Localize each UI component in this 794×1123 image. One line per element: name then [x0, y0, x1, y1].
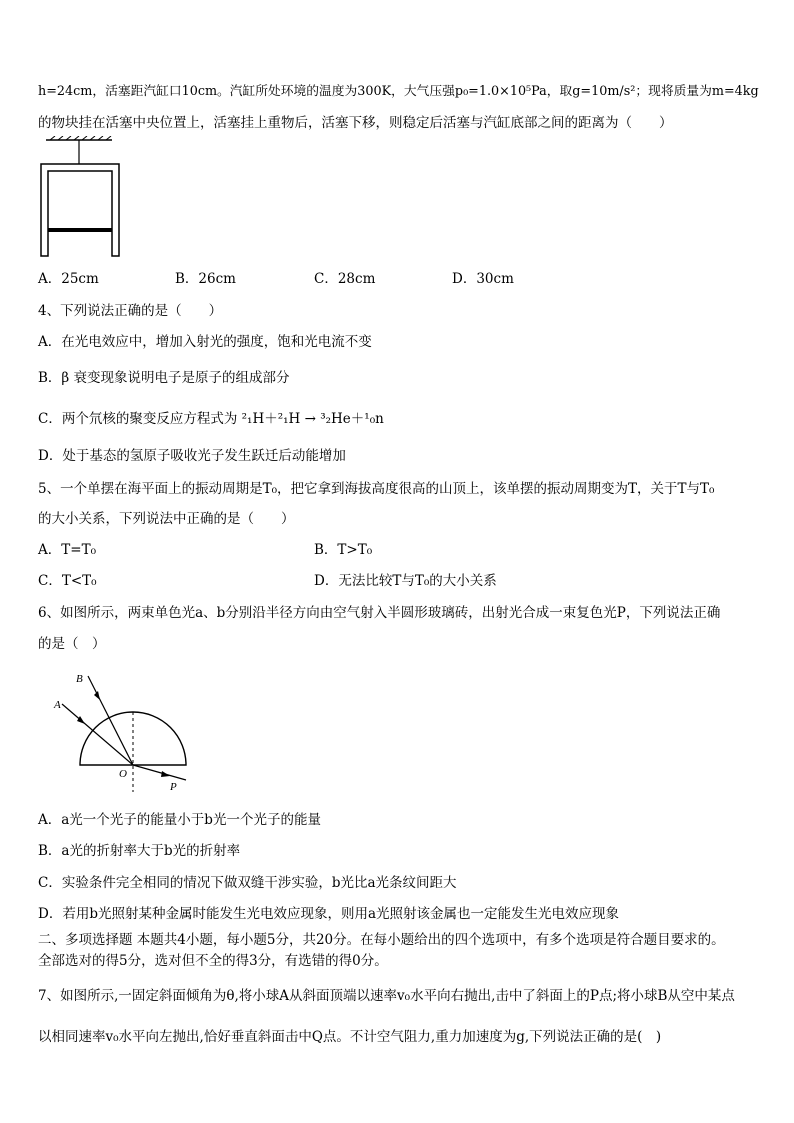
q3-option-a: A．25cm [38, 271, 99, 287]
q4-option-a: A．在光电效应中，增加入射光的强度，饱和光电流不变 [38, 334, 372, 350]
q3-option-b: B．26cm [175, 271, 236, 287]
q3-option-d: D．30cm [452, 271, 514, 287]
q3-option-c: C．28cm [314, 271, 376, 287]
figure-label-p: P [170, 781, 177, 793]
q3-line1: h=24cm，活塞距汽缸口10cm。汽缸所处环境的温度为300K，大气压强p₀=1.0×10⁵Pa，取g=10m/s²；现将质量为m=4kg [38, 84, 759, 99]
q6-line2: 的是（ ） [38, 636, 106, 652]
q6-option-d: D．若用b光照射某种金属时能发生光电效应现象，则用a光照射该金属也一定能发生光电效应现象 [38, 906, 620, 922]
q4-option-c: C．两个氘核的聚变反应方程式为 ²₁H＋²₁H → ³₂He＋¹₀n [38, 411, 384, 427]
q5-option-d: D．无法比较T与T₀的大小关系 [314, 573, 497, 589]
q4-option-d: D．处于基态的氢原子吸收光子发生跃迁后动能增加 [38, 448, 346, 464]
q5-line1: 5、一个单摆在海平面上的振动周期是T₀，把它拿到海拔高度很高的山顶上，该单摆的振动周期变为T，关于T与T₀ [38, 481, 715, 497]
semicircle-glass-figure [40, 664, 200, 794]
q6-option-a: A．a光一个光子的能量小于b光一个光子的能量 [38, 812, 321, 828]
q6-line1: 6、如图所示，两束单色光a、b分别沿半径方向由空气射入半圆形玻璃砖，出射光合成一束复色光P，下列说法正确 [38, 605, 721, 621]
q7-line1: 7、如图所示,一固定斜面倾角为θ,将小球A从斜面顶端以速率v₀水平向右抛出,击中了斜面上的P点;将小球B从空中某点 [38, 988, 735, 1004]
section2-line2: 全部选对的得5分，选对但不全的得3分，有选错的得0分。 [38, 953, 388, 969]
cylinder-figure [38, 136, 128, 260]
q5-option-b: B．T>T₀ [314, 542, 373, 558]
q4-stem: 4、下列说法正确的是（ ） [38, 303, 223, 319]
figure-label-o: O [119, 768, 127, 780]
figure-label-a: A [54, 699, 61, 711]
q5-line2: 的大小关系，下列说法中正确的是（ ） [38, 511, 295, 527]
q5-option-c: C．T<T₀ [38, 573, 97, 589]
q6-option-b: B．a光的折射率大于b光的折射率 [38, 843, 241, 859]
q7-line2: 以相同速率v₀水平向左抛出,恰好垂直斜面击中Q点。不计空气阻力,重力加速度为g,下列说法正确的是( ) [38, 1029, 662, 1045]
figure-label-b: B [76, 673, 83, 685]
q3-line2: 的物块挂在活塞中央位置上，活塞挂上重物后，活塞下移，则稳定后活塞与汽缸底部之间的距离为（ ） [38, 115, 673, 131]
q5-option-a: A．T=T₀ [38, 542, 96, 558]
q4-option-b: B．β 衰变现象说明电子是原子的组成部分 [38, 370, 290, 386]
section2-line1: 二、多项选择题 本题共4小题，每小题5分，共20分。在每小题给出的四个选项中，有多个选项是符合题目要求的。 [38, 932, 725, 948]
q6-option-c: C．实验条件完全相同的情况下做双缝干涉实验，b光比a光条纹间距大 [38, 875, 457, 891]
